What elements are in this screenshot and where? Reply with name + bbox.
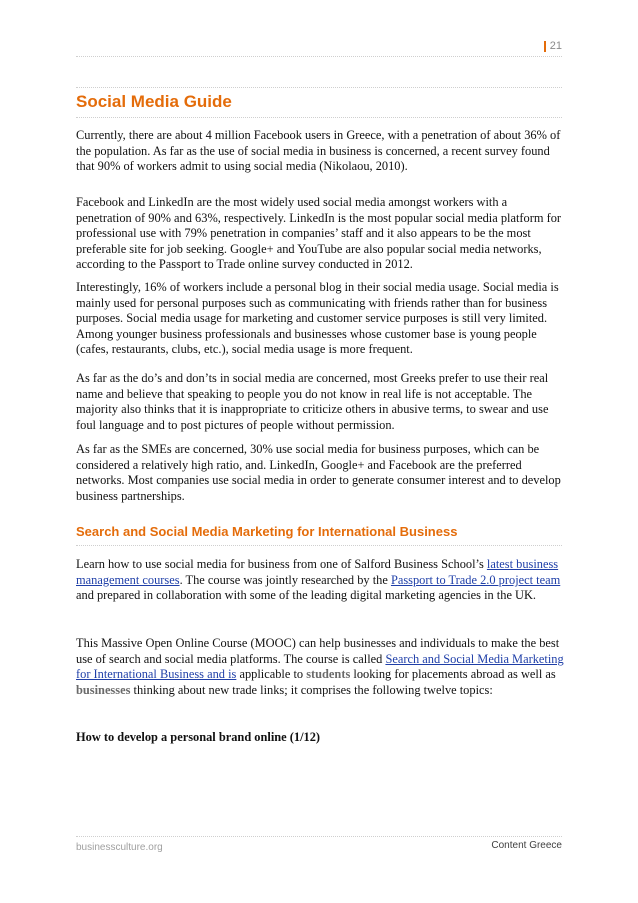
footer-section: Content Greece [491,840,562,851]
course-name-link[interactable]: Search and Social Media Marketing for International Business and is [76,651,564,682]
course-paragraph [76,557,564,604]
students-keyword: students [306,667,351,682]
mooc-text-1: This Massive Open Online Course (MOOC) can help businesses and individuals to make the best use of search and social media platforms. The course is called [76,636,560,666]
topic-heading: How to develop a personal brand online (1/12) [76,730,321,744]
paragraph-4: As far as the do’s and don’ts in social media are concerned, most Greeks prefer to use their real name and believe that speaking to people you do not know in real life is not acceptable. The majority also thinks that it is inappropriate to criticize others in abusive terms, to swear and use foul language and to post pictures of people without permission. [76,371,549,432]
businesses-keyword: businesses [76,682,131,697]
paragraph-3: Interestingly, 16% of workers include a personal blog in their social media usage. Social media is mainly used for personal purposes such as communicating with friends rather than for business purposes. Social media usage for marketing and customer service purposes is still very limited. Among younger business professionals and businesses whose customer base is young people (cafes, restaurants, clubs, etc.), social media usage is more frequent. [76,280,559,357]
header-rule [76,56,562,57]
mooc-text-4: thinking about new trade links; it comprises the following twelve topics: [130,682,493,697]
subsection-title-rule [76,545,562,546]
passport-project-link[interactable]: Passport to Trade 2.0 project team [390,572,561,587]
section-title-social-media-guide: Social Media Guide [76,92,232,111]
page-number-text: 21 [549,40,562,52]
page-number-bar [544,41,546,52]
mooc-text-3: looking for placements abroad as well as [350,667,556,682]
section-top-rule [76,87,562,88]
section-title-search-marketing: Search and Social Media Marketing for International Business [76,524,458,539]
latest-courses-link[interactable]: latest business management courses [76,557,559,587]
section-title-rule [76,117,562,118]
footer-site: businessculture.org [76,842,163,853]
paragraph-5: As far as the SMEs are concerned, 30% use social media for business purposes, which can be considered a relatively high ratio, and. LinkedIn, Google+ and Facebook are the preferred networks. Most companies use social media in order to generate consumer interest and to develop business partnerships. [76,442,561,503]
course-text-3: and prepared in collaboration with some of the leading digital marketing agencies in the UK. [76,588,537,603]
footer-rule [76,836,562,837]
mooc-text-2: applicable to [236,667,307,682]
course-text-2: . The course was jointly researched by the [179,572,391,587]
mooc-paragraph [76,636,564,698]
page-number [544,40,562,52]
paragraph-1: Currently, there are about 4 million Facebook users in Greece, with a penetration of about 36% of the population. As far as the use of social media in business is concerned, a recent survey found that 90% of workers admit to using social media (Nikolaou, 2010). [76,128,561,174]
course-text-1: Learn how to use social media for business from one of Salford Business School’s [76,557,487,571]
paragraph-2: Facebook and LinkedIn are the most widely used social media amongst workers with a penetration of 90% and 63%, respectively. LinkedIn is the most popular social media platform for professional use with 79% penetration in companies’ staff and it also appears to be the most preferable site for job seeking. Google+ and YouTube are also popular social media networks, according to the Passport to Trade online survey conducted in 2012. [76,195,562,272]
